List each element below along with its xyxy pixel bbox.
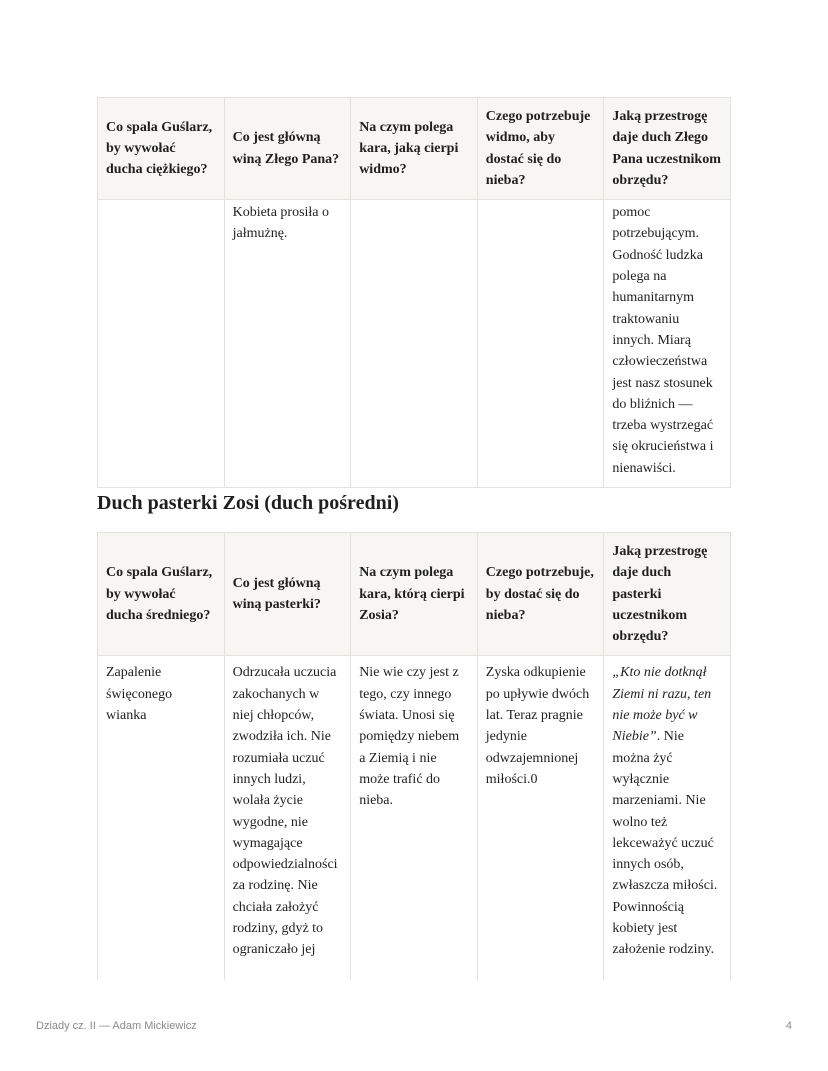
table-cell <box>98 200 225 488</box>
column-header: Co spala Guślarz, by wywołać ducha ciężkiego? <box>98 98 225 200</box>
table-header-row <box>98 98 731 200</box>
table-cell <box>477 200 604 488</box>
column-header: Jaką przestrogę daje duch pasterki uczestnikom obrzędu? <box>604 533 731 656</box>
table-cell <box>351 200 478 488</box>
table-pasterka-zosia <box>97 532 731 980</box>
table-cell: Odrzucała uczucia zakochanych w niej chłopców, zwodziła ich. Nie rozumiała uczuć innych ludzi, wolała życie wygodne, nie wymagające odpowiedzialności za rodzinę. Nie chciała założyć rodziny, gdyż to ograniczało jej <box>224 656 351 981</box>
quote: „Kto nie dotknął Ziemi ni razu, ten nie może być w Niebie” <box>612 665 712 745</box>
section-heading: Duch pasterki Zosi (duch pośredni) <box>97 492 399 514</box>
table-zly-pan <box>97 97 731 488</box>
page-number: 4 <box>785 1020 792 1032</box>
footer-title: Dziady cz. II — Adam Mickiewicz <box>36 1020 197 1032</box>
cell-text: . Nie można żyć wyłącznie marzeniami. Nie wolno też lekceważyć uczuć innych osób, zwłaszcza miłości. Powinnością kobiety jest założenie rodziny. <box>612 729 718 958</box>
column-header: Co jest główną winą pasterki? <box>224 533 351 656</box>
table-cell: Kobieta prosiła o jałmużnę. <box>224 200 351 488</box>
column-header: Co jest główną winą Złego Pana? <box>224 98 351 200</box>
table-cell: pomoc potrzebującym. Godność ludzka polega na humanitarnym traktowaniu innych. Miarą człowieczeństwa jest nasz stosunek do bliźnich — trzeba wystrzegać się okrucieństwa i nienawiści. <box>604 200 731 488</box>
column-header: Na czym polega kara, którą cierpi Zosia? <box>351 533 478 656</box>
column-header: Na czym polega kara, jaką cierpi widmo? <box>351 98 478 200</box>
table-row <box>98 656 731 981</box>
table-header-row <box>98 533 731 656</box>
table-cell: Nie wie czy jest z tego, czy innego świata. Unosi się pomiędzy niebem a Ziemią i nie może trafić do nieba. <box>351 656 478 981</box>
column-header: Czego potrzebuje widmo, aby dostać się do nieba? <box>477 98 604 200</box>
column-header: Czego potrzebuje, by dostać się do nieba? <box>477 533 604 656</box>
table-cell: Zapalenie święconego wianka <box>98 656 225 981</box>
table-cell: Zyska odkupienie po upływie dwóch lat. Teraz pragnie jedynie odwzajemnionej miłości.0 <box>477 656 604 981</box>
table-row <box>98 200 731 488</box>
column-header: Jaką przestrogę daje duch Złego Pana uczestnikom obrzędu? <box>604 98 731 200</box>
column-header: Co spala Guślarz, by wywołać ducha średniego? <box>98 533 225 656</box>
table-cell <box>604 656 731 981</box>
